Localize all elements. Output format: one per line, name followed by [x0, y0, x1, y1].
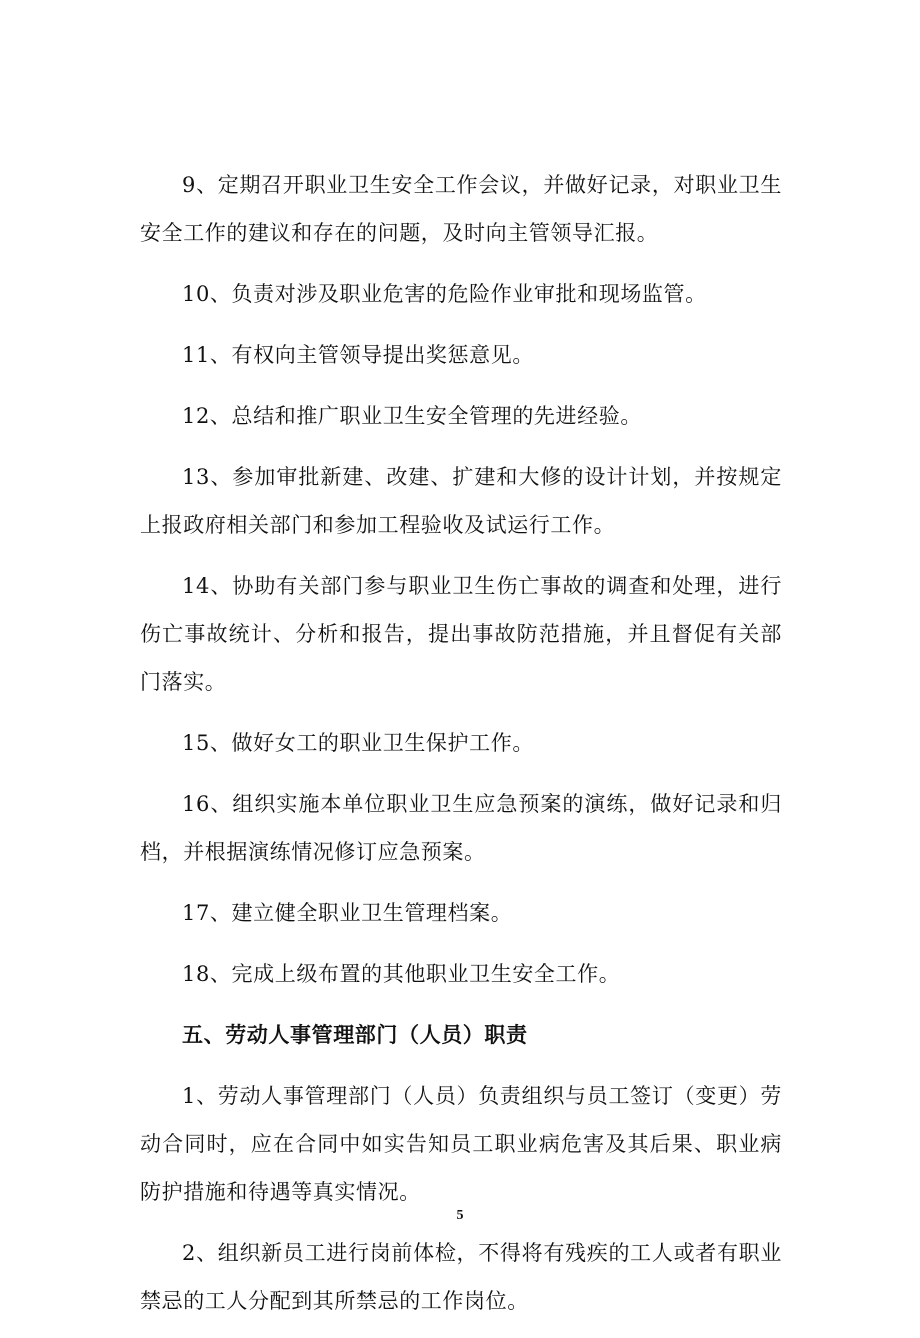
paragraph-item-16: 16、组织实施本单位职业卫生应急预案的演练，做好记录和归档，并根据演练情况修订应急预案。: [140, 792, 782, 864]
section-paragraph-1: 1、劳动人事管理部门（人员）负责组织与员工签订（变更）劳动合同时，应在合同中如实告知员工职业病危害及其后果、职业病防护措施和待遇等真实情况。: [140, 1084, 782, 1204]
paragraph-item-17: 17、建立健全职业卫生管理档案。: [182, 901, 513, 925]
page-body: [140, 161, 782, 1338]
section-heading: 五、劳动人事管理部门（人员）职责: [182, 1022, 528, 1047]
paragraph-item-13: 13、参加审批新建、改建、扩建和大修的设计计划，并按规定上报政府相关部门和参加工程验收及试运行工作。: [140, 465, 782, 537]
paragraph-item-9: 9、定期召开职业卫生安全工作会议，并做好记录，对职业卫生安全工作的建议和存在的问题，及时向主管领导汇报。: [140, 173, 782, 245]
paragraph-item-11: 11、有权向主管领导提出奖惩意见。: [182, 343, 534, 367]
paragraph-item-15: 15、做好女工的职业卫生保护工作。: [182, 731, 534, 755]
page-number: 5: [456, 1208, 464, 1223]
paragraph-item-18: 18、完成上级布置的其他职业卫生安全工作。: [182, 962, 621, 986]
paragraph-item-10: 10、负责对涉及职业危害的危险作业审批和现场监管。: [182, 282, 707, 306]
paragraph-item-14: 14、协助有关部门参与职业卫生伤亡事故的调查和处理，进行伤亡事故统计、分析和报告，提出事故防范措施，并且督促有关部门落实。: [140, 574, 782, 694]
paragraph-item-12: 12、总结和推广职业卫生安全管理的先进经验。: [182, 404, 642, 428]
section-paragraph-2: 2、组织新员工进行岗前体检，不得将有残疾的工人或者有职业禁忌的工人分配到其所禁忌的工作岗位。: [140, 1241, 782, 1313]
